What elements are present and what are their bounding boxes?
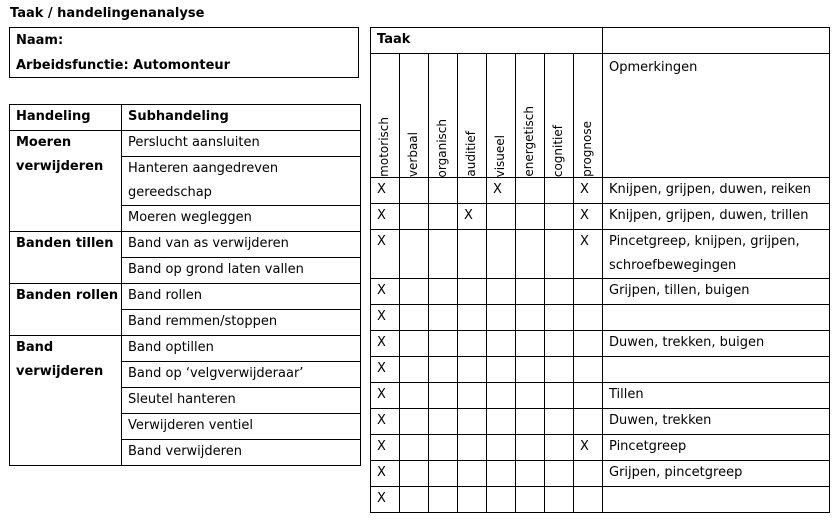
mark-cell: X [371, 487, 400, 513]
empty-header-cell [603, 28, 830, 54]
mark-cell [545, 204, 574, 230]
mark-cell [429, 331, 458, 357]
category-organisch [429, 54, 458, 178]
mark-cell [574, 409, 603, 435]
table-row [10, 336, 361, 362]
mark-cell [458, 305, 487, 331]
category-auditief [458, 54, 487, 178]
category-label: auditief [464, 131, 478, 177]
note-cell [603, 487, 830, 513]
mark-cell [516, 487, 545, 513]
handeling-cell: Banden rollen [10, 284, 122, 336]
mark-cell [545, 305, 574, 331]
mark-cell [516, 461, 545, 487]
table-row [371, 461, 830, 487]
note-cell [603, 357, 830, 383]
category-prognose [574, 54, 603, 178]
subhandeling-cell: Band optillen [122, 336, 361, 362]
mark-cell [516, 178, 545, 204]
table-row [371, 305, 830, 331]
subhandeling-cell: Sleutel hanteren [122, 388, 361, 414]
mark-cell [429, 357, 458, 383]
table-row [371, 487, 830, 513]
mark-cell [545, 178, 574, 204]
category-verbaal [400, 54, 429, 178]
mark-cell [400, 383, 429, 409]
mark-cell [574, 383, 603, 409]
mark-cell [516, 305, 545, 331]
mark-cell: X [574, 435, 603, 461]
mark-cell [487, 409, 516, 435]
handeling-header: Handeling [10, 105, 122, 131]
category-label: verbaal [406, 131, 420, 177]
mark-cell: X [371, 383, 400, 409]
mark-cell [458, 279, 487, 305]
mark-cell [545, 230, 574, 279]
mark-cell: X [371, 279, 400, 305]
handeling-table [9, 104, 361, 466]
mark-cell [487, 305, 516, 331]
mark-cell [516, 230, 545, 279]
subhandeling-cell: Band op ‘velgverwijderaar’ [122, 362, 361, 388]
mark-cell [400, 331, 429, 357]
mark-cell [458, 178, 487, 204]
subhandeling-cell: Band rollen [122, 284, 361, 310]
subhandeling-header: Subhandeling [122, 105, 361, 131]
mark-cell [458, 331, 487, 357]
mark-cell [545, 461, 574, 487]
mark-cell [429, 487, 458, 513]
mark-cell [574, 279, 603, 305]
mark-cell [458, 357, 487, 383]
mark-cell [516, 435, 545, 461]
subhandeling-cell: Moeren wegleggen [122, 206, 361, 232]
category-label: energetisch [522, 106, 536, 177]
mark-cell [429, 204, 458, 230]
table-row [10, 131, 361, 157]
mark-cell [574, 487, 603, 513]
mark-cell [429, 279, 458, 305]
mark-cell [516, 409, 545, 435]
mark-cell [574, 305, 603, 331]
subhandeling-cell: Perslucht aansluiten [122, 131, 361, 157]
mark-cell: X [574, 230, 603, 279]
category-label: visueel [493, 134, 507, 177]
table-row [10, 232, 361, 258]
category-row [371, 54, 830, 178]
mark-cell: X [371, 305, 400, 331]
arbeidsfunctie-label: Arbeidsfunctie: Automonteur [16, 58, 231, 73]
mark-cell [487, 461, 516, 487]
taak-table [370, 27, 830, 513]
mark-cell [400, 279, 429, 305]
mark-cell [487, 357, 516, 383]
category-motorisch [371, 54, 400, 178]
mark-cell [400, 305, 429, 331]
category-label: organisch [435, 118, 449, 177]
note-cell: Knijpen, grijpen, duwen, reiken [603, 178, 830, 204]
taak-header: Taak [371, 28, 603, 54]
table-row [371, 409, 830, 435]
mark-cell [516, 204, 545, 230]
mark-cell [487, 204, 516, 230]
mark-cell: X [371, 409, 400, 435]
mark-cell [545, 331, 574, 357]
note-cell: Duwen, trekken [603, 409, 830, 435]
table-row [371, 178, 830, 204]
mark-cell: X [371, 230, 400, 279]
mark-cell [545, 383, 574, 409]
category-label: motorisch [377, 117, 391, 177]
mark-cell [400, 230, 429, 279]
mark-cell [516, 383, 545, 409]
note-cell: Duwen, trekken, buigen [603, 331, 830, 357]
mark-cell [545, 487, 574, 513]
subhandeling-cell: Band verwijderen [122, 440, 361, 466]
table-row [371, 279, 830, 305]
table-row [371, 204, 830, 230]
subhandeling-cell: Band remmen/stoppen [122, 310, 361, 336]
mark-cell [429, 383, 458, 409]
handeling-cell: Banden tillen [10, 232, 122, 284]
mark-cell [574, 331, 603, 357]
subhandeling-cell: Verwijderen ventiel [122, 414, 361, 440]
mark-cell: X [371, 461, 400, 487]
mark-cell [487, 487, 516, 513]
opmerkingen-header: Opmerkingen [603, 54, 830, 178]
mark-cell [429, 461, 458, 487]
category-cognitief [545, 54, 574, 178]
page-title: Taak / handelingenanalyse [10, 6, 205, 21]
mark-cell [458, 409, 487, 435]
mark-cell: X [371, 357, 400, 383]
note-cell: Knijpen, grijpen, duwen, trillen [603, 204, 830, 230]
note-cell: Pincetgreep [603, 435, 830, 461]
note-cell: Grijpen, tillen, buigen [603, 279, 830, 305]
mark-cell [400, 178, 429, 204]
mark-cell: X [458, 204, 487, 230]
note-cell: Tillen [603, 383, 830, 409]
mark-cell [487, 435, 516, 461]
handeling-cell: Moeren verwijderen [10, 131, 122, 232]
mark-cell [487, 383, 516, 409]
mark-cell [458, 461, 487, 487]
left-header-row [10, 105, 361, 131]
mark-cell [487, 279, 516, 305]
mark-cell: X [371, 204, 400, 230]
mark-cell [429, 435, 458, 461]
category-visueel [487, 54, 516, 178]
mark-cell [400, 409, 429, 435]
mark-cell [429, 305, 458, 331]
mark-cell [516, 357, 545, 383]
mark-cell: X [371, 435, 400, 461]
mark-cell [400, 435, 429, 461]
mark-cell [516, 331, 545, 357]
mark-cell [429, 178, 458, 204]
table-row [371, 230, 830, 279]
mark-cell [400, 204, 429, 230]
note-cell: Grijpen, pincetgreep [603, 461, 830, 487]
mark-cell [458, 230, 487, 279]
mark-cell: X [371, 331, 400, 357]
mark-cell [400, 461, 429, 487]
taak-header-row [371, 28, 830, 54]
note-cell [603, 305, 830, 331]
mark-cell: X [574, 204, 603, 230]
mark-cell [458, 383, 487, 409]
mark-cell [545, 357, 574, 383]
mark-cell [400, 357, 429, 383]
table-row [371, 383, 830, 409]
mark-cell [400, 487, 429, 513]
mark-cell: X [371, 178, 400, 204]
mark-cell [545, 409, 574, 435]
handeling-cell: Band verwijderen [10, 336, 122, 466]
mark-cell [574, 357, 603, 383]
mark-cell: X [574, 178, 603, 204]
mark-cell [429, 230, 458, 279]
category-energetisch [516, 54, 545, 178]
mark-cell [545, 279, 574, 305]
mark-cell [574, 461, 603, 487]
mark-cell [516, 279, 545, 305]
subhandeling-cell: Band van as verwijderen [122, 232, 361, 258]
table-row [371, 357, 830, 383]
subhandeling-cell: Hanteren aangedreven gereedschap [122, 157, 361, 206]
category-label: prognose [580, 121, 594, 177]
mark-cell [458, 435, 487, 461]
mark-cell [458, 487, 487, 513]
category-label: cognitief [551, 124, 565, 177]
mark-cell [545, 435, 574, 461]
mark-cell [429, 409, 458, 435]
mark-cell [487, 331, 516, 357]
naam-label: Naam: [16, 33, 64, 48]
info-box [9, 27, 359, 78]
subhandeling-cell: Band op grond laten vallen [122, 258, 361, 284]
note-cell: Pincetgreep, knijpen, grijpen, schroefbewegingen [603, 230, 830, 279]
table-row [371, 331, 830, 357]
table-row [10, 284, 361, 310]
mark-cell [487, 230, 516, 279]
mark-cell: X [487, 178, 516, 204]
table-row [371, 435, 830, 461]
